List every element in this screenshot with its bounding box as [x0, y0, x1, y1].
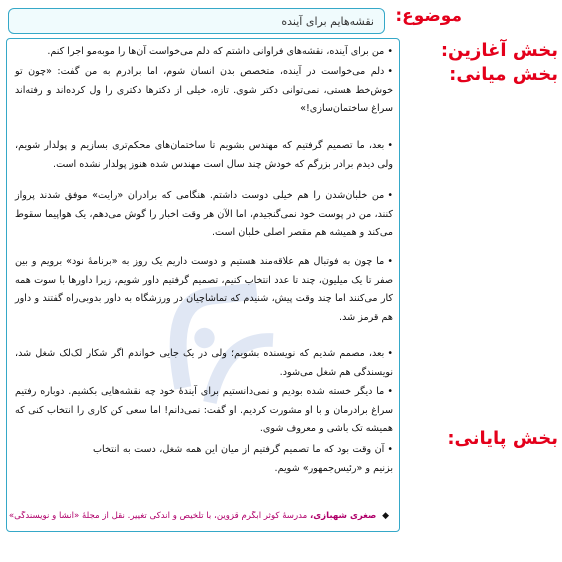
paragraph-text: ما چون به فوتبال هم علاقه‌مند هستیم و دوست داریم یک روز به «برنامهٔ نود» برویم و بین صفر تا یک میلیون، چند تا عدد انتخاب کنیم، تصمیم گرفتیم داور شویم، زیرا داورها با سوت همه کار می‌کنند اما چند وقت پیش، شنیدم که تماشاچیان در ورزشگاه به داور بدوبی‌راه گفتند و داور هم قرمز شد. [15, 256, 393, 323]
source-author: صغری شهبازی، [310, 511, 377, 521]
bullet-icon: • [387, 386, 393, 397]
paragraph-4 [15, 187, 393, 243]
section-label-intro: بخش آغازین: [440, 40, 558, 61]
paragraph-3 [15, 137, 393, 174]
paragraph-text: من خلبان‌شدن را هم خیلی دوست داشتم. هنگامی که برادران «رایت» موفق شدند پرواز کنند، من در پوست خود نمی‌گنجیدم، اما الآن هر وقت اخبار را گوش می‌دهم، یک هواپیما سقوط می‌کند و همیشه هم مقصر اصلی خلبان است. [15, 190, 393, 238]
bullet-icon: • [387, 190, 393, 201]
diamond-icon: ◆ [382, 511, 389, 521]
paragraph-text: دلم می‌خواست در آینده، متخصص بدن انسان شوم، اما برادرم به من گفت: «چون تو خوش‌خط هستی، نمی‌توانی دکتر شوی. تازه، خیلی از دکترها دکتری را ول کرده‌اند و رفته‌اند سراغ ساختمان‌سازی!» [15, 66, 393, 114]
bullet-icon: • [387, 46, 393, 57]
paragraph-2 [15, 63, 393, 119]
bullet-icon: • [387, 256, 393, 267]
topic-title: نقشه‌هایم برای آینده [281, 14, 374, 28]
paragraph-text: ما دیگر خسته شده بودیم و نمی‌دانستیم برای آیندهٔ خود چه نقشه‌هایی بکشیم. دوباره رفتیم سراغ برادرمان و با او مشورت کردیم. او گفت: نمی‌دانم! اما سعی کن کاری را انتخاب کنی که همیشه تک باشی و معروف شوی. [15, 386, 393, 434]
paragraph-6 [15, 345, 393, 382]
bullet-icon: • [387, 444, 393, 455]
paragraph-8 [93, 441, 393, 478]
section-label-end: بخش پایانی: [447, 428, 558, 449]
topic-title-box [8, 8, 385, 34]
paragraph-text: آن وقت بود که ما تصمیم گرفتیم از میان این همه شغل، دست به انتخاب بزنیم و «رئیس‌جمهور» شویم. [93, 444, 393, 474]
section-label-middle: بخش میانی: [449, 64, 558, 85]
bullet-icon: • [387, 348, 393, 359]
bullet-icon: • [387, 66, 393, 77]
paragraph-text: بعد، ما تصمیم گرفتیم که مهندس بشویم تا ساختمان‌های محکم‌تری بسازیم و پولدار شویم، ولی دیدم برادر بزرگم که خودش چند سال است مهندس شده هنوز پولدار نشده است. [15, 140, 393, 170]
paragraph-5 [15, 253, 393, 327]
source-citation [9, 511, 389, 521]
paragraph-1 [15, 43, 393, 62]
source-detail: مدرسهٔ کوثر آبگرم قزوین، با تلخیص و اندکی تغییر. نقل از مجلهٔ «انشا و نویسندگی» [9, 511, 308, 521]
essay-box [6, 38, 400, 532]
paragraph-text: بعد، مصمم شدیم که نویسنده بشویم؛ ولی در یک جایی خواندم اگر شکار لک‌لک شغل شد، نویسندگی هم شغل می‌شود. [15, 348, 393, 378]
topic-label: موضوع: [395, 6, 462, 26]
bullet-icon: • [387, 140, 393, 151]
paragraph-text: من برای آینده، نقشه‌های فراوانی داشتم که دلم می‌خواست آن‌ها را مو‌به‌مو اجرا کنم. [47, 46, 385, 57]
paragraph-7 [15, 383, 393, 439]
